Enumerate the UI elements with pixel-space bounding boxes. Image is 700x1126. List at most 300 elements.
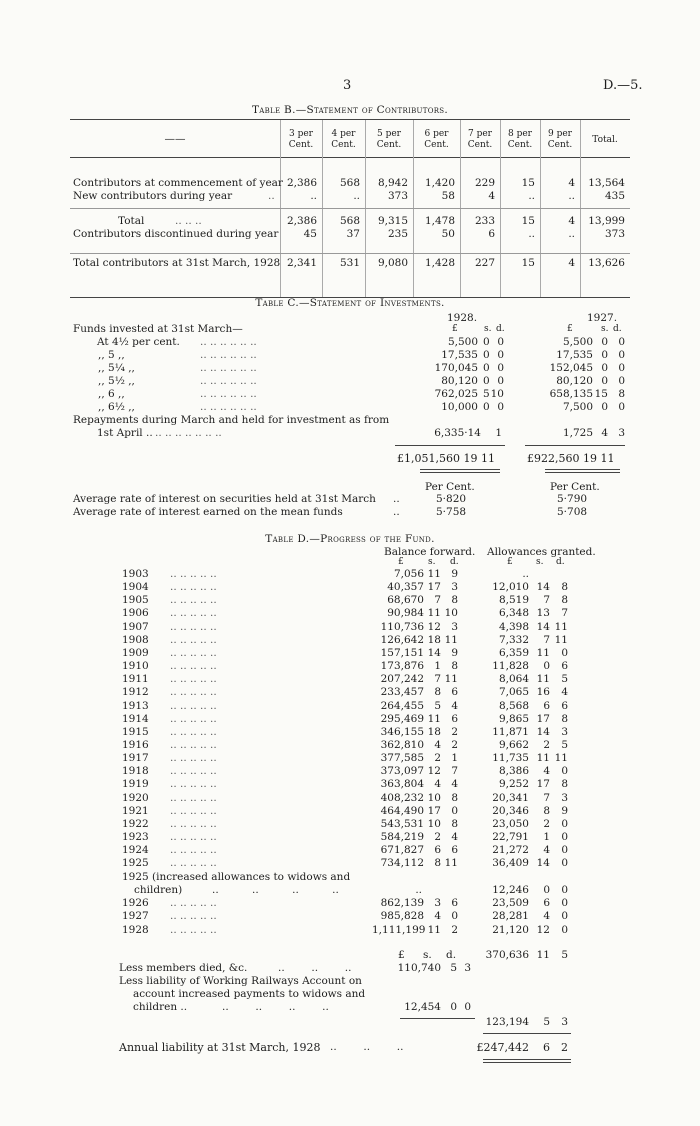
- allow-s: 14: [536, 581, 550, 594]
- balance-s: 10: [427, 817, 441, 830]
- leader-dots: .. .. .. .. ..: [170, 673, 217, 686]
- allow-s: 17: [536, 778, 550, 791]
- allow-pounds: 12,010: [492, 581, 529, 594]
- invest-1928-d: 0: [497, 362, 504, 374]
- allow-d: 0: [561, 897, 568, 909]
- allow-s: 7: [543, 594, 550, 607]
- repayments-label-1: Repayments during March and held for investment as from: [73, 414, 390, 426]
- investment-rate-label: ,, 6 ,,: [98, 388, 125, 400]
- leader-dots: .. .. .. .. ..: [170, 568, 217, 580]
- balance-d: 0: [451, 910, 458, 923]
- invest-1927-d: 0: [618, 362, 625, 374]
- table-b-cell: 13,564: [588, 177, 625, 189]
- invest-1928-pounds: 10,000: [441, 401, 478, 413]
- leader-dots: .. .. .. .. ..: [170, 581, 217, 594]
- table-b-row-label: Total: [118, 215, 145, 227]
- table-b-cell: 1,478: [424, 215, 455, 227]
- balance-s: 10: [427, 791, 441, 804]
- year-label: 1910: [122, 660, 149, 673]
- balance-s: 1: [434, 660, 441, 673]
- allow-pounds: 21,120: [492, 923, 529, 936]
- leader-dots: .. .. .. .. ..: [170, 660, 217, 673]
- less-lsd-pound: £: [398, 949, 405, 961]
- balance-d: 2: [451, 923, 458, 936]
- lsd-header: £: [507, 557, 513, 567]
- invest-1927-d: 0: [618, 401, 625, 413]
- year-label: 1914: [122, 712, 149, 725]
- investment-rate-label: ,, 5¼ ,,: [98, 362, 135, 374]
- table-b-cell: 37: [346, 228, 360, 240]
- invest-1928-s: 0: [483, 362, 490, 374]
- allow-s: 6: [543, 897, 550, 909]
- year-label: 1921: [122, 804, 149, 817]
- allow-s: 17: [536, 712, 550, 725]
- allow-s: 0: [543, 660, 550, 673]
- investment-rate-label: ,, 5 ,,: [98, 349, 125, 361]
- balance-pounds: 126,642: [380, 633, 424, 646]
- year-1928: 1928.: [447, 312, 478, 324]
- leader-dots: .. .. .. .. ..: [170, 778, 217, 791]
- balance-d: 11: [444, 673, 458, 686]
- invest-1928-d: 0: [497, 349, 504, 361]
- balance-d: 4: [451, 831, 458, 843]
- allow-d: 11: [554, 620, 568, 633]
- avg-rate-mean-1927: 5·708: [557, 506, 588, 518]
- year-label: 1912: [122, 686, 149, 699]
- sum-allow-pounds: 370,636: [485, 949, 529, 961]
- invest-1927-pounds: 80,120: [556, 375, 593, 387]
- allow-pounds: 23,509: [492, 897, 529, 909]
- leader-dots: .. .. .. .. ..: [170, 607, 217, 620]
- allow-s: 4: [543, 844, 550, 857]
- allow-pounds: 8,386: [498, 765, 529, 778]
- year-label: 1925: [122, 857, 149, 870]
- table-b-cell: ..: [568, 190, 575, 202]
- allow-s: 2: [543, 738, 550, 751]
- allow-s: 8: [543, 804, 550, 817]
- balance-s: 6: [434, 844, 441, 857]
- table-b-cell: 15: [521, 215, 535, 227]
- balance-d: 3: [451, 581, 458, 594]
- table-b-cell: 2,386: [286, 177, 317, 189]
- allow-pounds: 8,064: [498, 673, 529, 686]
- table-b-cell: 4: [568, 177, 575, 189]
- less-liability-label-1: Less liability of Working Railways Account on: [119, 975, 362, 987]
- allow-d: 8: [561, 594, 568, 607]
- balance-pounds: 7,056: [393, 568, 424, 580]
- balance-pounds: 408,232: [380, 791, 424, 804]
- allow-d: 0: [561, 910, 568, 923]
- balance-d: 11: [444, 633, 458, 646]
- year-label: 1923: [122, 831, 149, 843]
- invest-1928-pounds: 762,025: [434, 388, 478, 400]
- allow-pounds: 11,828: [492, 660, 529, 673]
- table-b-header: 6 per Cent.: [424, 129, 449, 150]
- doc-code: D.—5.: [603, 78, 643, 93]
- allow-pounds: 11,871: [492, 725, 529, 738]
- less-members-died-s: 5: [450, 962, 457, 974]
- balance-pounds: 464,490: [380, 804, 424, 817]
- balance-d: 2: [451, 738, 458, 751]
- leader-dots: .. .. .. .. ..: [170, 923, 217, 936]
- leader-dots: .. .. .. .. ..: [170, 752, 217, 765]
- balance-s: 17: [427, 804, 441, 817]
- year-label: 1916: [122, 738, 149, 751]
- balance-s: 8: [434, 686, 441, 699]
- year-label: 1903: [122, 568, 149, 580]
- repay-1927-pounds: 1,725: [562, 427, 593, 439]
- balance-pounds: 543,531: [380, 817, 424, 830]
- allow-d: 6: [561, 660, 568, 673]
- invest-1927-pounds: 17,535: [556, 349, 593, 361]
- repay-1928-d: 1: [495, 427, 502, 439]
- leader-dots: .. .. .. .. ..: [170, 831, 217, 843]
- balance-s: 4: [434, 910, 441, 923]
- year-label: 1920: [122, 791, 149, 804]
- table-b-cell: 235: [387, 228, 408, 240]
- avg-rate-securities-1927: 5·790: [557, 493, 588, 505]
- leader-dots: .. .. .. .. ..: [170, 646, 217, 659]
- table-b-cell: 531: [339, 257, 360, 269]
- invest-1928-pounds: 80,120: [441, 375, 478, 387]
- invest-1927-d: 0: [618, 349, 625, 361]
- leader-dots: .. .. .. .. .. ..: [200, 401, 257, 413]
- invest-1927-pounds: 5,500: [562, 336, 593, 348]
- less-total-s: 5: [543, 1016, 550, 1028]
- year-label: 1922: [122, 817, 149, 830]
- balance-d: 6: [451, 844, 458, 857]
- table-b-cell: 15: [521, 257, 535, 269]
- lsd-header: s.: [484, 324, 492, 334]
- invest-1927-s: 15: [594, 388, 608, 400]
- table-b-cell: 4: [568, 257, 575, 269]
- allow-d: 11: [554, 752, 568, 765]
- lsd-header: d.: [496, 324, 505, 334]
- allow-pounds: 8,568: [498, 699, 529, 712]
- balance-pounds: 264,455: [380, 699, 424, 712]
- allow-pounds: 21,272: [492, 844, 529, 857]
- annual-liability-pounds: £247,442: [476, 1041, 529, 1054]
- increased-allow-s: 0: [543, 884, 550, 896]
- invest-1927-s: 0: [601, 349, 608, 361]
- table-b-cell: 373: [604, 228, 625, 240]
- balance-s: 17: [427, 581, 441, 594]
- leader-dots: .. .. .. .. .. ..: [200, 375, 257, 387]
- leader-dots: .. .. ..: [175, 215, 202, 227]
- year-label: 1913: [122, 699, 149, 712]
- table-b-title: Table B.—Statement of Contributors.: [251, 104, 449, 116]
- investment-rate-label: At 4½ per cent.: [97, 336, 180, 348]
- year-label: 1918: [122, 765, 149, 778]
- allow-s: 14: [536, 725, 550, 738]
- avg-rate-mean-1928: 5·758: [436, 506, 467, 518]
- balance-pounds: 295,469: [380, 712, 424, 725]
- year-label: 1928: [122, 923, 149, 936]
- balance-s: 12: [427, 620, 441, 633]
- allow-d: 5: [561, 673, 568, 686]
- balance-pounds: 207,242: [380, 673, 424, 686]
- table-b-header: 4 per Cent.: [331, 129, 356, 150]
- invest-1927-pounds: 152,045: [549, 362, 593, 374]
- table-b-cell: 50: [441, 228, 455, 240]
- allow-d: 6: [561, 699, 568, 712]
- invest-1928-s: 0: [483, 375, 490, 387]
- balance-s: 11: [427, 712, 441, 725]
- allow-s: 2: [543, 817, 550, 830]
- invest-1927-s: 0: [601, 375, 608, 387]
- table-b-cell: 15: [521, 177, 535, 189]
- balance-s: 11: [427, 607, 441, 620]
- table-b-cell: 58: [441, 190, 455, 202]
- repay-1928-pounds: 6,335·14: [434, 427, 481, 439]
- page-number: 3: [343, 78, 352, 93]
- repay-1927-s: 4: [601, 427, 608, 439]
- year-1927: 1927.: [587, 312, 618, 324]
- lsd-header: £: [567, 324, 573, 334]
- balance-pounds: 157,151: [380, 646, 424, 659]
- lsd-header: d.: [450, 557, 459, 567]
- year-label: 1904: [122, 581, 149, 594]
- table-b-cell: 568: [339, 177, 360, 189]
- leader-dots: .. .. .. .. ..: [170, 686, 217, 699]
- allow-d: 7: [561, 607, 568, 620]
- balance-d: 6: [451, 712, 458, 725]
- invest-1927-pounds: 7,500: [562, 401, 593, 413]
- increased-bal: ..: [415, 884, 422, 896]
- invest-1927-s: 0: [601, 401, 608, 413]
- allow-s: 7: [543, 633, 550, 646]
- leader-dots: .. .. .. .. .. ..: [200, 362, 257, 374]
- table-b-header: 9 per Cent.: [547, 129, 573, 150]
- leader-dots: .. .. .. .. .. ..: [200, 336, 257, 348]
- less-liability-label-3: children ..: [133, 1001, 188, 1013]
- table-b-dash: ——: [164, 133, 186, 145]
- leader-dots: .. .. .. .. ..: [170, 817, 217, 830]
- year-label: 1917: [122, 752, 149, 765]
- table-b-cell: 435: [604, 190, 625, 202]
- table-b-cell: 13,999: [588, 215, 625, 227]
- invest-1928-s: 0: [483, 349, 490, 361]
- allow-pounds: 23,050: [492, 817, 529, 830]
- leader-dots: .. .. .. .. ..: [170, 910, 217, 923]
- less-total-pounds: 123,194: [485, 1016, 529, 1028]
- allow-pounds: ..: [522, 568, 529, 580]
- allow-d: 0: [561, 844, 568, 857]
- balance-pounds: 40,357: [387, 581, 424, 594]
- balance-d: 6: [451, 897, 458, 909]
- lsd-header: £: [452, 324, 458, 334]
- less-liability-label-2: account increased payments to widows and: [133, 988, 366, 1000]
- table-b-cell: 45: [303, 228, 317, 240]
- balance-s: 14: [427, 646, 441, 659]
- invest-1928-d: 0: [497, 336, 504, 348]
- avg-rate-securities-1928: 5·820: [436, 493, 467, 505]
- year-label: 1915: [122, 725, 149, 738]
- allow-d: 0: [561, 923, 568, 936]
- balance-pounds: 734,112: [380, 857, 424, 870]
- leader-dots: .. .. .. .. ..: [170, 804, 217, 817]
- balance-d: 10: [444, 607, 458, 620]
- balance-pounds: 233,457: [380, 686, 424, 699]
- table-b-header: Total.: [592, 135, 618, 145]
- table-b-cell: 4: [568, 215, 575, 227]
- annual-liability-label: Annual liability at 31st March, 1928: [119, 1041, 321, 1054]
- year-label: 1924: [122, 844, 149, 857]
- leader-dots: .. .. .. .. .. ..: [200, 388, 257, 400]
- balance-forward-header: Balance forward.: [384, 546, 476, 558]
- leader-dots: .. .. .. .. ..: [170, 738, 217, 751]
- repay-1927-d: 3: [618, 427, 625, 439]
- balance-s: 11: [427, 923, 441, 936]
- allow-s: 11: [536, 646, 550, 659]
- year-label: 1905: [122, 594, 149, 607]
- balance-pounds: 346,155: [380, 725, 424, 738]
- allow-pounds: 4,398: [498, 620, 529, 633]
- per-cent-1928: Per Cent.: [425, 481, 475, 493]
- allow-d: 9: [561, 804, 568, 817]
- balance-d: 7: [451, 765, 458, 778]
- year-label: 1911: [122, 673, 149, 686]
- sum-allow-d: 5: [561, 949, 568, 961]
- table-b-header: 5 per Cent.: [376, 129, 402, 150]
- invest-1927-s: 0: [601, 362, 608, 374]
- balance-d: 8: [451, 791, 458, 804]
- balance-d: 2: [451, 725, 458, 738]
- allow-pounds: 9,252: [498, 778, 529, 791]
- year-label: 1909: [122, 646, 149, 659]
- leader-dots: .. .. .. .. ..: [170, 791, 217, 804]
- allow-d: 0: [561, 831, 568, 843]
- table-b-header: 7 per Cent.: [467, 129, 493, 150]
- allow-pounds: 6,348: [498, 607, 529, 620]
- leader-dots: .. .. .. .. ..: [170, 857, 217, 870]
- balance-d: 1: [451, 752, 458, 765]
- allow-d: 0: [561, 765, 568, 778]
- increased-allow-pounds: 12,246: [492, 884, 529, 896]
- allow-pounds: 22,791: [492, 831, 529, 843]
- allow-d: 3: [561, 791, 568, 804]
- year-label: 1927: [122, 910, 149, 923]
- less-total-d: 3: [561, 1016, 568, 1028]
- total-1928: £1,051,560 19 11: [397, 452, 495, 465]
- balance-pounds: 862,139: [380, 897, 424, 909]
- allow-s: 4: [543, 765, 550, 778]
- balance-s: 2: [434, 752, 441, 765]
- lsd-header: d.: [556, 557, 565, 567]
- leader-dots: .. .. .. .. ..: [170, 897, 217, 909]
- allow-pounds: 20,341: [492, 791, 529, 804]
- allow-pounds: 7,065: [498, 686, 529, 699]
- increased-allowances-label-1: 1925 (increased allowances to widows and: [122, 871, 351, 883]
- annual-liability-d: 2: [561, 1041, 568, 1054]
- table-b-cell: 2,341: [286, 257, 317, 269]
- table-b-cell: 9,315: [377, 215, 408, 227]
- avg-rate-securities-label: Average rate of interest on securities held at 31st March: [73, 493, 376, 505]
- lsd-header: £: [398, 557, 404, 567]
- leader-dots: .. .. .. .. ..: [170, 725, 217, 738]
- balance-s: 8: [434, 857, 441, 870]
- allow-pounds: 7,332: [498, 633, 529, 646]
- less-liability-pounds: 12,454: [404, 1001, 441, 1013]
- lsd-header: s.: [536, 557, 544, 567]
- leader-dots: .. .. .. .. .. ..: [200, 349, 257, 361]
- allow-s: 11: [536, 752, 550, 765]
- table-c-title: Table C.—Statement of Investments.: [255, 297, 445, 309]
- sum-allow-s: 11: [536, 949, 550, 961]
- year-label: 1926: [122, 897, 149, 909]
- balance-s: 5: [434, 699, 441, 712]
- allow-s: 14: [536, 620, 550, 633]
- allow-s: 6: [543, 699, 550, 712]
- balance-s: 7: [434, 673, 441, 686]
- table-b-cell: 568: [339, 215, 360, 227]
- table-b-cell: 8,942: [377, 177, 408, 189]
- table-b-cell: ..: [353, 190, 360, 202]
- balance-pounds: 90,984: [387, 607, 424, 620]
- balance-d: 9: [451, 646, 458, 659]
- invest-1927-d: 8: [618, 388, 625, 400]
- table-b-cell: 227: [474, 257, 495, 269]
- less-members-died-d: 3: [464, 962, 471, 974]
- allow-d: 0: [561, 817, 568, 830]
- leader-dots: .. .. .. .. ..: [170, 620, 217, 633]
- funds-heading: Funds invested at 31st March—: [73, 323, 243, 335]
- lsd-header: s.: [428, 557, 436, 567]
- table-b-cell: ..: [528, 190, 535, 202]
- table-b-row-label: New contributors during year: [73, 190, 233, 202]
- leader-dots: ..: [268, 190, 275, 202]
- allow-pounds: 6,359: [498, 646, 529, 659]
- allowances-granted-header: Allowances granted.: [487, 546, 596, 558]
- lsd-header: s.: [601, 324, 609, 334]
- table-b-header: 3 per Cent.: [288, 129, 314, 150]
- invest-1928-d: 0: [497, 401, 504, 413]
- balance-pounds: 671,827: [380, 844, 424, 857]
- investment-rate-label: ,, 6½ ,,: [98, 401, 135, 413]
- allow-s: 1: [543, 831, 550, 843]
- allow-s: 11: [536, 673, 550, 686]
- leader-dots: .. .. .. .. ..: [170, 844, 217, 857]
- balance-pounds: 373,097: [380, 765, 424, 778]
- invest-1928-s: 5: [483, 388, 490, 400]
- allow-s: 4: [543, 910, 550, 923]
- invest-1927-d: 0: [618, 336, 625, 348]
- invest-1928-pounds: 5,500: [447, 336, 478, 348]
- balance-d: 4: [451, 699, 458, 712]
- table-b-cell: 373: [387, 190, 408, 202]
- increased-allowances-label-2: children): [134, 884, 183, 896]
- invest-1927-pounds: 658,135: [549, 388, 593, 400]
- less-members-died-pounds: 110,740: [397, 962, 441, 974]
- table-b-cell: 229: [474, 177, 495, 189]
- invest-1928-s: 0: [483, 401, 490, 413]
- invest-1928-pounds: 17,535: [441, 349, 478, 361]
- table-b-cell: 9,080: [377, 257, 408, 269]
- invest-1928-s: 0: [483, 336, 490, 348]
- table-b-cell: ..: [528, 228, 535, 240]
- balance-s: 2: [434, 831, 441, 843]
- year-label: 1919: [122, 778, 149, 791]
- allow-pounds: 9,865: [498, 712, 529, 725]
- allow-pounds: 9,662: [498, 738, 529, 751]
- avg-rate-mean-label: Average rate of interest earned on the mean funds: [73, 506, 343, 518]
- year-label: 1906: [122, 607, 149, 620]
- balance-s: 12: [427, 765, 441, 778]
- table-b-cell: ..: [310, 190, 317, 202]
- balance-d: 11: [444, 857, 458, 870]
- allow-s: 13: [536, 607, 550, 620]
- balance-d: 9: [451, 568, 458, 580]
